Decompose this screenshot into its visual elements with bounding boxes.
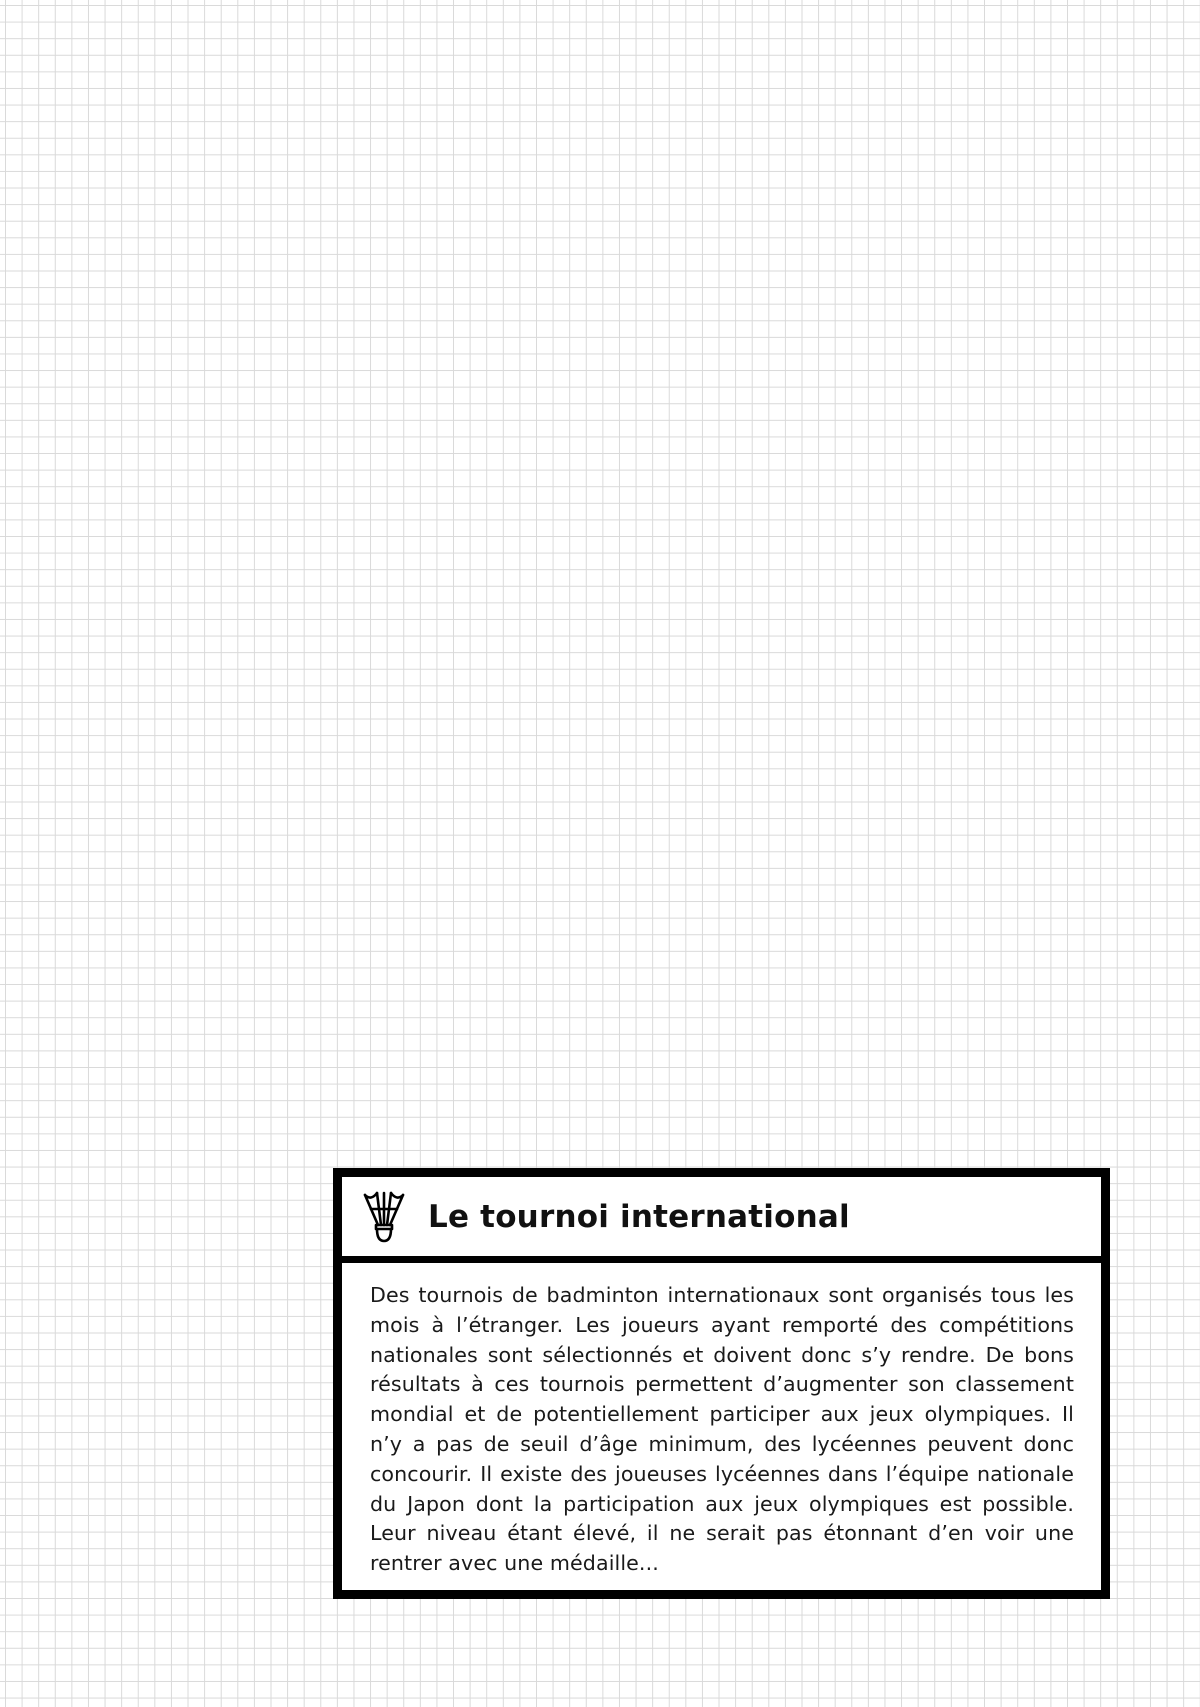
info-box <box>333 1168 1110 1599</box>
shuttlecock-icon <box>362 1191 406 1243</box>
info-box-body <box>342 1263 1101 1590</box>
info-box-title: Le tournoi international <box>428 1198 850 1235</box>
info-box-header <box>342 1177 1101 1263</box>
info-box-text: Des tournois de badminton internationaux sont organisés tous les mois à l’étranger. Les joueurs ayant remporté des compétitions nationales sont sélectionnés et doivent donc s’y rendre. De bons résultats à ces tournois permettent d’augmenter son classement mondial et de potentiellement participer aux jeux olympiques. Il n’y a pas de seuil d’âge minimum, des lycéennes peuvent donc concourir. Il existe des joueuses lycéennes dans l’équipe nationale du Japon dont la participation aux jeux olympiques est possible. Leur niveau étant élevé, il ne serait pas étonnant d’en voir une rentrer avec une médaille... <box>370 1283 1074 1576</box>
